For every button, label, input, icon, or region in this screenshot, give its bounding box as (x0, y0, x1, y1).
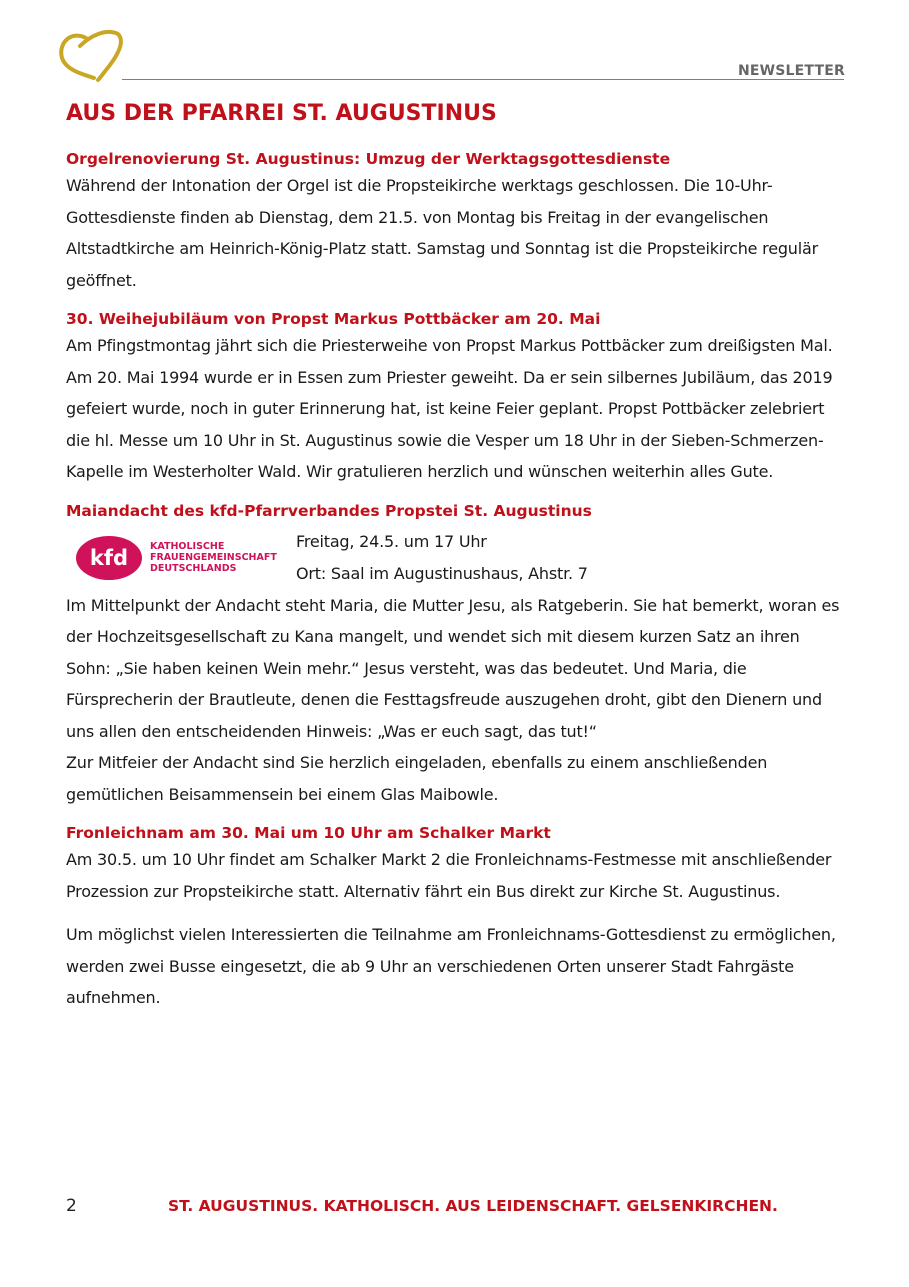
section-paragraph: Um möglichst vielen Interessierten die Teilnahme am Fronleichnams-Gottesdienst zu ermöglichen, werden zwei Busse eingesetzt, die ab 9 Uhr an verschiedenen Orten unserer Stadt Fahrgäste aufnehmen. (66, 925, 836, 1007)
kfd-logo (76, 526, 282, 590)
event-info (66, 526, 846, 590)
kfd-logo-text: KATHOLISCHE FRAUENGEMEINSCHAFT DEUTSCHLANDS (150, 541, 277, 574)
section-paragraph: Am Pfingstmontag jährt sich die Priesterweihe von Propst Markus Pottbäcker zum dreißigsten Mal. Am 20. Mai 1994 wurde er in Essen zum Priester geweiht. Da er sein silbernes Jubiläum, das 2019 gefeiert wurde, noch in guter Erinnerung hat, ist keine Feier geplant. Propst Pottbäcker zelebriert die hl. Messe um 10 Uhr in St. Augustinus sowie die Vesper um 18 Uhr in der Sieben-Schmerzen-Kapelle im Westerholter Wald. Wir gratulieren herzlich und wünschen weiterhin alles Gute. (66, 336, 833, 481)
section-paragraph: Am 30.5. um 10 Uhr findet am Schalker Markt 2 die Fronleichnams-Festmesse mit anschließender Prozession zur Propsteikirche statt. Alternativ fährt ein Bus direkt zur Kirche St. Augustinus. (66, 850, 832, 901)
section-paragraph: Zur Mitfeier der Andacht sind Sie herzlich eingeladen, ebenfalls zu einem anschließenden gemütlichen Beisammensein bei einem Glas Maibowle. (66, 753, 768, 804)
section-paragraph: Im Mittelpunkt der Andacht steht Maria, die Mutter Jesu, als Ratgeberin. Sie hat bemerkt, woran es der Hochzeitsgesellschaft zu Kana mangelt, und wendet sich mit diesem kurzen Satz an ihren Sohn: „Sie haben keinen Wein mehr.“ Jesus versteht, was das bedeutet. Und Maria, die Fürsprecherin der Brautleute, denen die Festtagsfreude auszugehen droht, gibt den Dienern und uns allen den entscheidenden Hinweis: „Was er euch sagt, das tut!“ (66, 595, 840, 741)
section-heading: Orgelrenovierung St. Augustinus: Umzug der Werktagsgottesdienste (66, 150, 671, 168)
heart-logo-icon (56, 28, 124, 84)
footer-slogan: ST. AUGUSTINUS. KATHOLISCH. AUS LEIDENSCHAFT. GELSENKIRCHEN. (168, 1197, 778, 1215)
section-heading: Maiandacht des kfd-Pfarrverbandes Propstei St. Augustinus (66, 501, 592, 520)
main-content (66, 98, 846, 1014)
header-rule (122, 79, 844, 80)
page-number: 2 (66, 1196, 77, 1216)
page-title: AUS DER PFARREI ST. AUGUSTINUS (66, 101, 497, 126)
section-heading: Fronleichnam am 30. Mai um 10 Uhr am Schalker Markt (66, 824, 551, 842)
event-date: Freitag, 24.5. um 17 Uhr (296, 531, 487, 551)
event-place: Ort: Saal im Augustinushaus, Ahstr. 7 (296, 563, 588, 583)
newsletter-label: NEWSLETTER (737, 63, 845, 79)
section-paragraph: Während der Intonation der Orgel ist die Propsteikirche werktags geschlossen. Die 10-Uhr-Gottesdienste finden ab Dienstag, dem 21.5. von Montag bis Freitag in der evangelischen Altstadtkirche am Heinrich-König-Platz statt. Samstag und Sonntag ist die Propsteikirche regulär geöffnet. (66, 176, 818, 290)
section-heading: 30. Weihejubiläum von Propst Markus Pottbäcker am 20. Mai (66, 310, 601, 328)
kfd-logo-badge: kfd (76, 536, 142, 580)
